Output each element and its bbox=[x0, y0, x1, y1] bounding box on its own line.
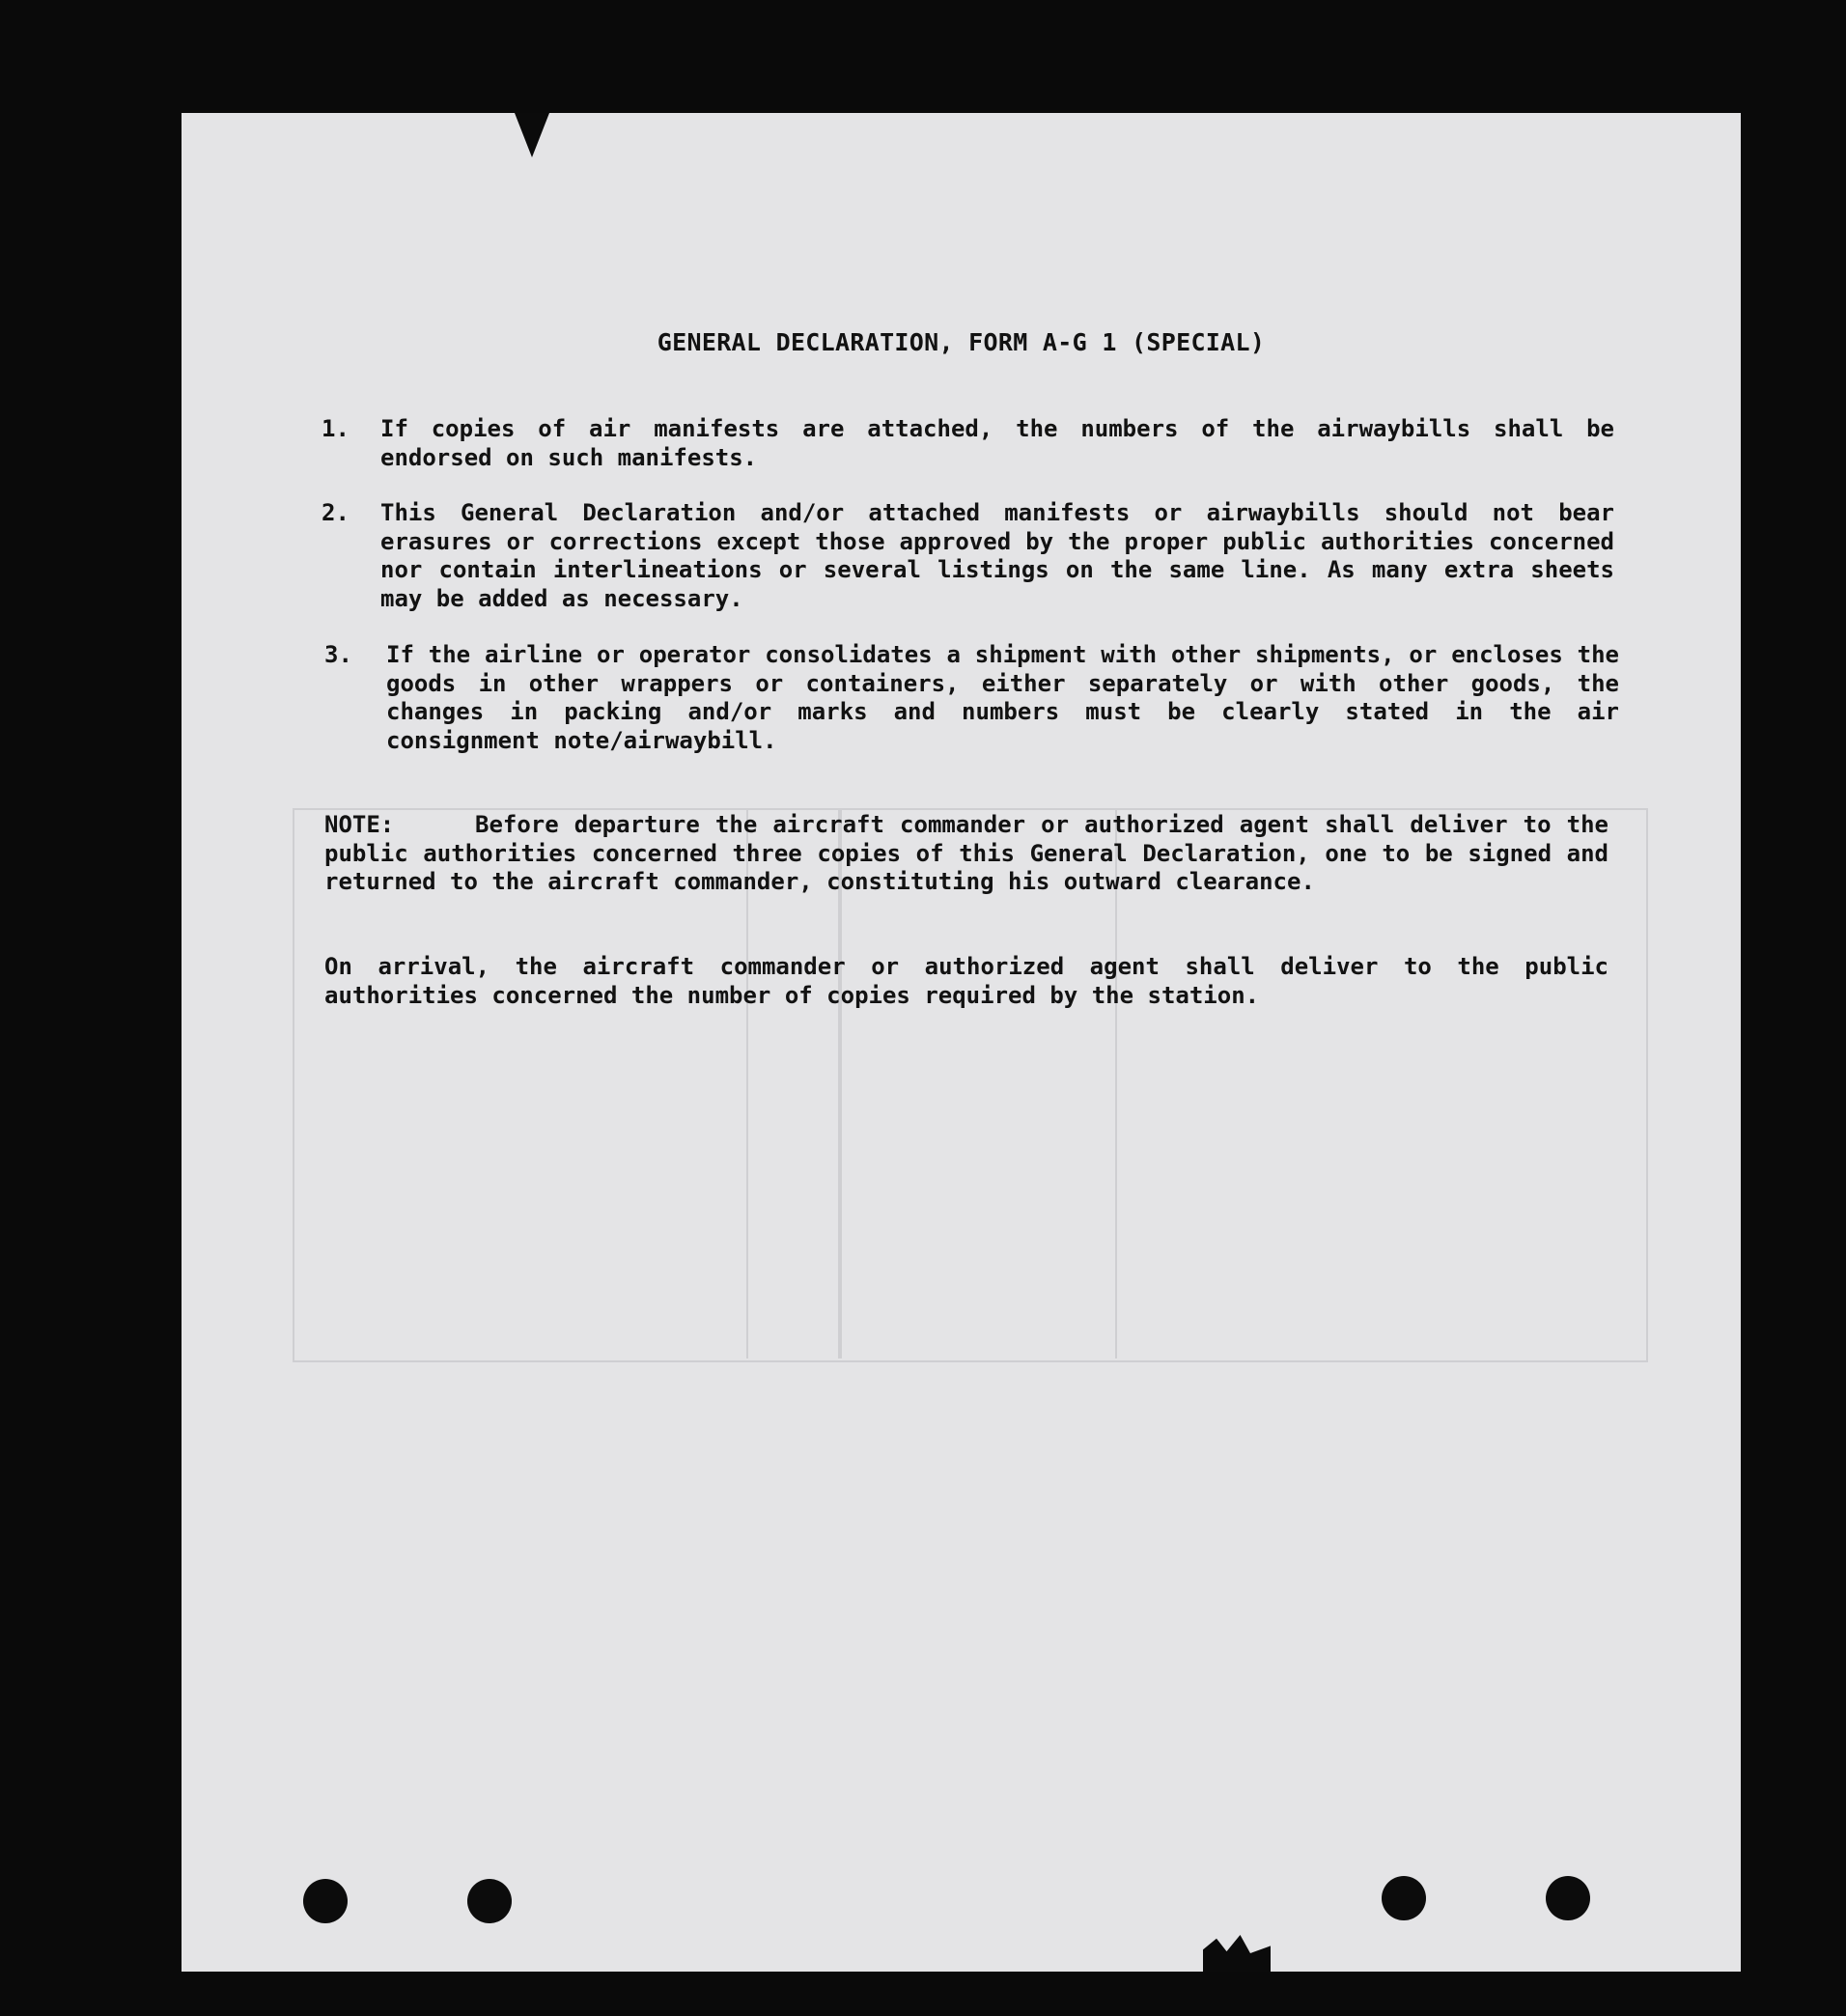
note-text: Before departure the aircraft commander or authorized agent shall deliver to the public authorities concerned three copies of this General Declaration, one to be signed and returned to the aircraft commander, constituting his outward clearance. bbox=[324, 811, 1608, 895]
list-item bbox=[322, 499, 1615, 615]
note-label: NOTE: bbox=[324, 811, 395, 838]
list-item-text: If the airline or operator consolidates a shipment with other shipments, or encloses the goods in other wrappers or containers, either separately or with other goods, the changes in packing and/or marks and numbers must be clearly stated in the air consignment note/airwaybill. bbox=[386, 641, 1619, 754]
punch-hole bbox=[303, 1879, 348, 1923]
punch-hole bbox=[467, 1879, 512, 1923]
arrival-paragraph: On arrival, the aircraft commander or authorized agent shall deliver to the public authorities concerned the number of copies required by the station. bbox=[324, 953, 1608, 1009]
list-item-text: If copies of air manifests are attached, the numbers of the airwaybills shall be endorsed on such manifests. bbox=[380, 415, 1614, 471]
document-title: GENERAL DECLARATION, FORM A-G 1 (SPECIAL) bbox=[657, 328, 1266, 356]
punch-hole bbox=[1382, 1876, 1426, 1920]
document-content bbox=[182, 113, 1741, 1972]
document-page bbox=[182, 113, 1741, 1972]
list-item-number: 1. bbox=[322, 415, 350, 442]
note-paragraph bbox=[324, 811, 1608, 897]
list-item-text: This General Declaration and/or attached manifests or airwaybills should not bear erasures or corrections except those approved by the proper public authorities concerned nor contain interlineations or several listings on the same line. As many extra sheets may be added as necessary. bbox=[380, 499, 1614, 612]
punch-hole bbox=[1546, 1876, 1590, 1920]
list-item-number: 3. bbox=[324, 641, 352, 668]
list-item bbox=[322, 415, 1615, 473]
list-item-number: 2. bbox=[322, 499, 350, 526]
list-item bbox=[322, 641, 1619, 757]
